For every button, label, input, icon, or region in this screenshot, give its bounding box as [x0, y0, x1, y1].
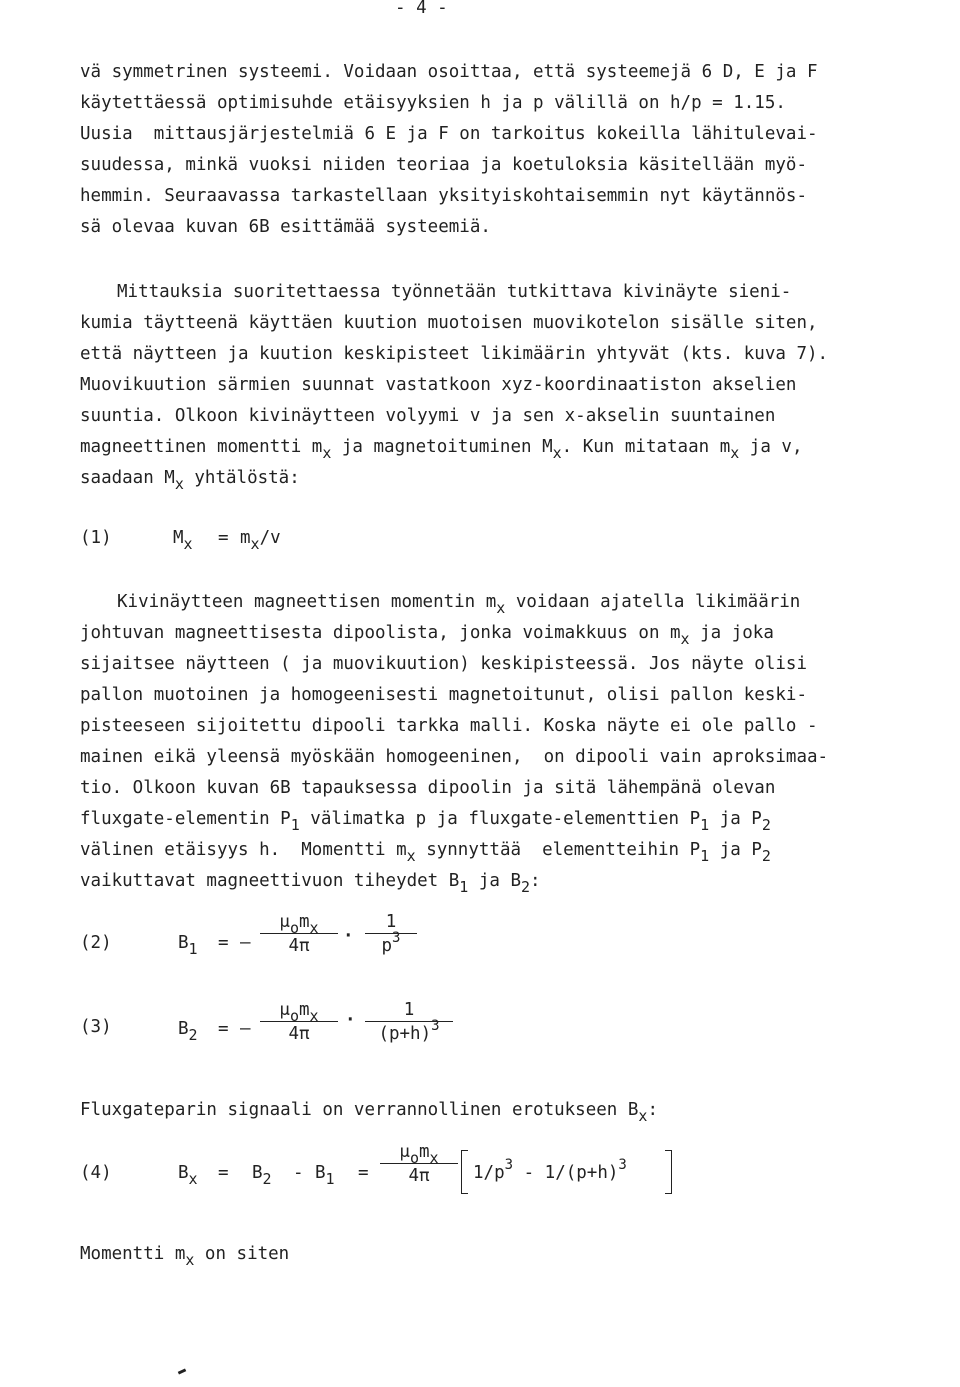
page-number: - 4 -	[395, 0, 448, 18]
text-line: Momentti mx on siten	[80, 1244, 290, 1269]
equation-label: (3)	[80, 1017, 112, 1037]
text-line: pisteeseen sijoitettu dipooli tarkka malli. Koska näyte ei ole pallo -	[80, 716, 818, 736]
text-line: johtuvan magneettisesta dipoolista, jonka voimakkuus on mx ja joka	[80, 623, 774, 648]
text-line: pallon muotoinen ja homogeenisesti magnetoitunut, olisi pallon keski-	[80, 685, 807, 705]
text-line: suuntia. Olkoon kivinäytteen volyymi v ja sen x-akselin suuntainen	[80, 406, 776, 426]
text-line: tio. Olkoon kuvan 6B tapauksessa dipoolin ja sitä lähempänä olevan	[80, 778, 776, 798]
minus-sign: –	[240, 1019, 251, 1039]
fraction-mu-m-over-4pi: μomx 4π	[260, 1000, 338, 1044]
text-line: käytettäessä optimisuhde etäisyyksien h ja p välillä on h/p = 1.15.	[80, 93, 786, 113]
text-line: Kivinäytteen magneettisen momentin mx voidaan ajatella likimäärin	[117, 592, 801, 617]
multiplication-dot: ·	[343, 926, 354, 946]
multiplication-dot: ·	[345, 1010, 356, 1030]
term-b2: B2	[252, 1163, 272, 1188]
equals-sign: =	[218, 933, 229, 953]
minus-sign: -	[293, 1163, 304, 1183]
text-line: Fluxgateparin signaali on verrannollinen erotukseen Bx:	[80, 1100, 658, 1125]
fraction-one-over-p-plus-h-cubed: $\frac{1}{(p+h)^3}$	[365, 1000, 453, 1044]
equation-lhs: B2	[178, 1019, 198, 1044]
text-line: sijaitsee näytteen ( ja muovikuution) keskipisteessä. Jos näyte olisi	[80, 654, 807, 674]
text-line: vaikuttavat magneettivuon tiheydet B1 ja B2:	[80, 871, 541, 896]
bracket-left	[461, 1150, 468, 1194]
term-b1: B1	[315, 1163, 335, 1188]
fraction-mu-m-over-4pi: μomx 4π	[260, 912, 338, 956]
text-line: Mittauksia suoritettaessa työnnetään tutkittava kivinäyte sieni-	[117, 282, 792, 302]
equation-label: (1)	[80, 528, 112, 548]
equals-sign: =	[358, 1163, 369, 1183]
scan-mark	[178, 1368, 187, 1374]
text-line: hemmin. Seuraavassa tarkastellaan yksityiskohtaisemmin nyt käytännös-	[80, 186, 807, 206]
text-line: välinen etäisyys h. Momentti mx synnyttää elementteihin P1 ja P2	[80, 840, 771, 865]
text-line: fluxgate-elementin P1 välimatka p ja fluxgate-elementtien P1 ja P2	[80, 809, 771, 834]
text-line: sä olevaa kuvan 6B esittämää systeemiä.	[80, 217, 491, 237]
text-line: kumia täytteenä käyttäen kuution muotoisen muovikotelon sisälle siten,	[80, 313, 818, 333]
text-line: että näytteen ja kuution keskipisteet likimäärin yhtyvät (kts. kuva 7).	[80, 344, 829, 364]
equation-label: (2)	[80, 933, 112, 953]
equation-label: (4)	[80, 1163, 112, 1183]
equals-sign: =	[218, 1019, 229, 1039]
text-line: vä symmetrinen systeemi. Voidaan osoittaa, että systeemejä 6 D, E ja F	[80, 62, 818, 82]
equals-sign: =	[218, 528, 229, 548]
text-line: Uusia mittausjärjestelmiä 6 E ja F on tarkoitus kokeilla lähitulevai-	[80, 124, 818, 144]
text-line: magneettinen momentti mx ja magnetoituminen Mx. Kun mitataan mx ja v,	[80, 437, 803, 462]
fraction-mu-m-over-4pi: μomx 4π	[380, 1142, 458, 1186]
equation-lhs: Bx	[178, 1163, 198, 1188]
text-line: suudessa, minkä vuoksi niiden teoriaa ja koetuloksia käsitellään myö-	[80, 155, 807, 175]
bracket-right	[665, 1150, 672, 1194]
text-line: Muovikuution särmien suunnat vastatkoon xyz-koordinaatiston akselien	[80, 375, 797, 395]
equation-rhs: mx/v	[240, 528, 281, 553]
text-line: mainen eikä yleensä myöskään homogeeninen, on dipooli vain aproksimaa-	[80, 747, 829, 767]
equation-lhs: B1	[178, 933, 198, 958]
equation-lhs: Mx	[173, 528, 193, 553]
minus-sign: –	[240, 933, 251, 953]
fraction-one-over-p-cubed: $\frac{1}{p^3}$	[365, 912, 417, 956]
bracket-content: $1/p^3 - 1/(p+h)^3$	[473, 1157, 627, 1183]
equals-sign: =	[218, 1163, 229, 1183]
text-line: saadaan Mx yhtälöstä:	[80, 468, 300, 493]
